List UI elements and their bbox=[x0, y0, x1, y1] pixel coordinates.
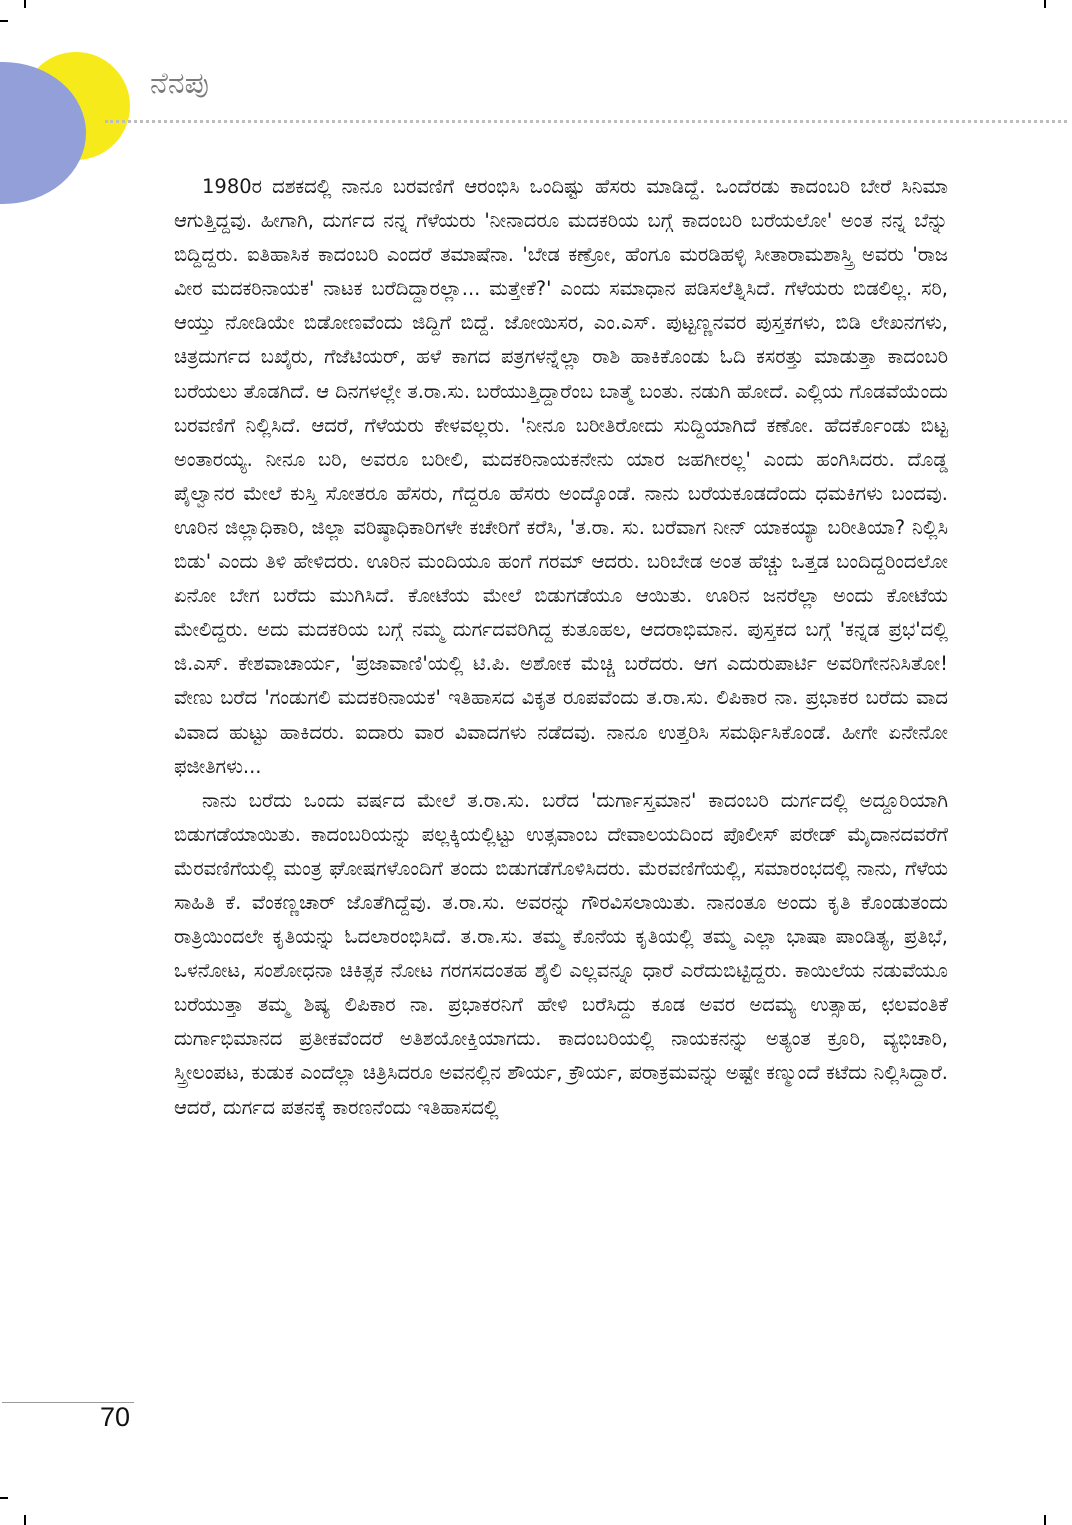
crop-mark-top-left bbox=[24, 0, 26, 8]
paragraph-1: 1980ರ ದಶಕದಲ್ಲಿ ನಾನೂ ಬರವಣಿಗೆ ಆರಂಭಿಸಿ ಒಂದಿಷ್ಟು ಹೆಸರು ಮಾಡಿದ್ದೆ. ಒಂದೆರಡು ಕಾದಂಬರಿ ಬೇರೆ ಸಿನಿಮಾ ಆಗುತ್ತಿದ್ದವು. ಹೀಗಾಗಿ, ದುರ್ಗದ ನನ್ನ ಗೆಳೆಯರು 'ನೀನಾದರೂ ಮದಕರಿಯ ಬಗ್ಗೆ ಕಾದಂಬರಿ ಬರೆಯಲೋ' ಅಂತ ನನ್ನ ಬೆನ್ನು ಬಿದ್ದಿದ್ದರು. ಐತಿಹಾಸಿಕ ಕಾದಂಬರಿ ಎಂದರೆ ತಮಾಷೆನಾ. 'ಬೇಡ ಕಣ್ರೋ, ಹೆಂಗೂ ಮರಡಿಹಳ್ಳಿ ಸೀತಾರಾಮಶಾಸ್ತ್ರಿ ಅವರು 'ರಾಜ ವೀರ ಮದಕರಿನಾಯಕ' ನಾಟಕ ಬರೆದಿದ್ದಾರಲ್ಲಾ... ಮತ್ತೇಕೆ?' ಎಂದು ಸಮಾಧಾನ ಪಡಿಸಲೆತ್ನಿಸಿದೆ. ಗೆಳೆಯರು ಬಿಡಲಿಲ್ಲ. ಸರಿ, ಆಯ್ತು ನೋಡಿಯೇ ಬಿಡೋಣವೆಂದು ಜಿದ್ದಿಗೆ ಬಿದ್ದೆ. ಜೋಯಿಸರ, ಎಂ.ಎಸ್. ಪುಟ್ಟಣ್ಣನವರ ಪುಸ್ತಕಗಳು, ಬಿಡಿ ಲೇಖನಗಳು, ಚಿತ್ರದುರ್ಗದ ಬಖೈರು, ಗೆಜೆಟಿಯರ್, ಹಳೆ ಕಾಗದ ಪತ್ರಗಳನ್ನೆಲ್ಲಾ ರಾಶಿ ಹಾಕಿಕೊಂಡು ಓದಿ ಕಸರತ್ತು ಮಾಡುತ್ತಾ ಕಾದಂಬರಿ ಬರೆಯಲು ತೊಡಗಿದೆ. ಆ ದಿನಗಳಲ್ಲೇ ತ.ರಾ.ಸು. ಬರೆಯುತ್ತಿದ್ದಾರೆಂಬ ಬಾತ್ಮೆ ಬಂತು. ನಡುಗಿ ಹೋದೆ. ಎಲ್ಲಿಯ ಗೊಡವೆಯೆಂದು ಬರವಣಿಗೆ ನಿಲ್ಲಿಸಿದೆ. ಆದರೆ, ಗೆಳೆಯರು ಕೇಳವಲ್ಲರು. 'ನೀನೂ ಬರೀತಿರೋದು ಸುದ್ದಿಯಾಗಿದೆ ಕಣೋ. ಹೆದರ್ಕೊಂಡು ಬಿಟ್ಟ ಅಂತಾರಯ್ಯ. ನೀನೂ ಬರಿ, ಅವರೂ ಬರೀಲಿ, ಮದಕರಿನಾಯಕನೇನು ಯಾರ ಜಹಗೀರಲ್ಲ' ಎಂದು ಹಂಗಿಸಿದರು. ದೊಡ್ಡ ಪೈಲ್ವಾನರ ಮೇಲೆ ಕುಸ್ತಿ ಸೋತರೂ ಹೆಸರು, ಗೆದ್ದರೂ ಹೆಸರು ಅಂದ್ಕೊಂಡೆ. ನಾನು ಬರೆಯಕೂಡದೆಂದು ಧಮಕಿಗಳು ಬಂದವು. ಊರಿನ ಜಿಲ್ಲಾಧಿಕಾರಿ, ಜಿಲ್ಲಾ ವರಿಷ್ಠಾಧಿಕಾರಿಗಳೇ ಕಚೇರಿಗೆ ಕರೆಸಿ, 'ತ.ರಾ. ಸು. ಬರೆವಾಗ ನೀನ್ ಯಾಕಯ್ಯಾ ಬರೀತಿಯಾ? ನಿಲ್ಲಿಸಿ ಬಿಡು' ಎಂದು ತಿಳಿ ಹೇಳಿದರು. ಊರಿನ ಮಂದಿಯೂ ಹಂಗೆ ಗರಮ್ ಆದರು. ಬರಿಬೇಡ ಅಂತ ಹೆಚ್ಚು ಒತ್ತಡ ಬಂದಿದ್ದರಿಂದಲೋ ಏನೋ ಬೇಗ ಬರೆದು ಮುಗಿಸಿದೆ. ಕೋಟೆಯ ಮೇಲೆ ಬಿಡುಗಡೆಯೂ ಆಯಿತು. ಊರಿನ ಜನರೆಲ್ಲಾ ಅಂದು ಕೋಟೆಯ ಮೇಲಿದ್ದರು. ಅದು ಮದಕರಿಯ ಬಗ್ಗೆ ನಮ್ಮ ದುರ್ಗದವರಿಗಿದ್ದ ಕುತೂಹಲ, ಆದರಾಭಿಮಾನ. ಪುಸ್ತಕದ ಬಗ್ಗೆ 'ಕನ್ನಡ ಪ್ರಭ'ದಲ್ಲಿ ಜಿ.ಎಸ್. ಕೇಶವಾಚಾರ್ಯ, 'ಪ್ರಜಾವಾಣಿ'ಯಲ್ಲಿ ಟಿ.ಪಿ. ಅಶೋಕ ಮೆಚ್ಚಿ ಬರೆದರು. ಆಗ ಎದುರುಪಾರ್ಟಿ ಅವರಿಗೇನನಿಸಿತೋ! ವೇಣು ಬರೆದ 'ಗಂಡುಗಲಿ ಮದಕರಿನಾಯಕ' ಇತಿಹಾಸದ ವಿಕೃತ ರೂಪವೆಂದು ತ.ರಾ.ಸು. ಲಿಪಿಕಾರ ನಾ. ಪ್ರಭಾಕರ ಬರೆದು ವಾದ ವಿವಾದ ಹುಟ್ಟು ಹಾಕಿದರು. ಐದಾರು ವಾರ ವಿವಾದಗಳು ನಡೆದವು. ನಾನೂ ಉತ್ತರಿಸಿ ಸಮರ್ಥಿಸಿಕೊಂಡೆ. ಹೀಗೇ ಏನೇನೋ ಫಜೀತಿಗಳು... bbox=[174, 175, 949, 778]
header-dotted-rule bbox=[105, 120, 1067, 123]
crop-mark-bottom-left-foot bbox=[24, 1515, 26, 1525]
crop-mark-bottom-right bbox=[1044, 1515, 1046, 1525]
running-header-title: ನೆನಪು bbox=[150, 66, 209, 101]
crop-mark-top-right bbox=[1044, 0, 1046, 8]
page-number: 70 bbox=[100, 1402, 131, 1432]
body-text bbox=[174, 170, 948, 1125]
paragraph-2: ನಾನು ಬರೆದು ಒಂದು ವರ್ಷದ ಮೇಲೆ ತ.ರಾ.ಸು. ಬರೆದ 'ದುರ್ಗಾಸ್ತಮಾನ' ಕಾದಂಬರಿ ದುರ್ಗದಲ್ಲಿ ಅದ್ದೂರಿಯಾಗಿ ಬಿಡುಗಡೆಯಾಯಿತು. ಕಾದಂಬರಿಯನ್ನು ಪಲ್ಲಕ್ಕಿಯಲ್ಲಿಟ್ಟು ಉತ್ಸವಾಂಬ ದೇವಾಲಯದಿಂದ ಪೊಲೀಸ್ ಪರೇಡ್ ಮೈದಾನದವರೆಗೆ ಮೆರವಣಿಗೆಯಲ್ಲಿ ಮಂತ್ರ ಘೋಷಗಳೊಂದಿಗೆ ತಂದು ಬಿಡುಗಡೆಗೊಳಿಸಿದರು. ಮೆರವಣಿಗೆಯಲ್ಲಿ, ಸಮಾರಂಭದಲ್ಲಿ ನಾನು, ಗೆಳೆಯ ಸಾಹಿತಿ ಕೆ. ವೆಂಕಣ್ಣಚಾರ್ ಜೊತೆಗಿದ್ದೆವು. ತ.ರಾ.ಸು. ಅವರನ್ನು ಗೌರವಿಸಲಾಯಿತು. ನಾನಂತೂ ಅಂದು ಕೃತಿ ಕೊಂಡುತಂದು ರಾತ್ರಿಯಿಂದಲೇ ಕೃತಿಯನ್ನು ಓದಲಾರಂಭಿಸಿದೆ. ತ.ರಾ.ಸು. ತಮ್ಮ ಕೊನೆಯ ಕೃತಿಯಲ್ಲಿ ತಮ್ಮ ಎಲ್ಲಾ ಭಾಷಾ ಪಾಂಡಿತ್ಯ, ಪ್ರತಿಭೆ, ಒಳನೋಟ, ಸಂಶೋಧನಾ ಚಿಕಿತ್ಸಕ ನೋಟ ಗರಗಸದಂತಹ ಶೈಲಿ ಎಲ್ಲವನ್ನೂ ಧಾರೆ ಎರೆದುಬಿಟ್ಟಿದ್ದರು. ಕಾಯಿಲೆಯ ನಡುವೆಯೂ ಬರೆಯುತ್ತಾ ತಮ್ಮ ಶಿಷ್ಯ ಲಿಪಿಕಾರ ನಾ. ಪ್ರಭಾಕರನಿಗೆ ಹೇಳಿ ಬರೆಸಿದ್ದು ಕೂಡ ಅವರ ಅದಮ್ಯ ಉತ್ಸಾಹ, ಛಲವಂತಿಕೆ ದುರ್ಗಾಭಿಮಾನದ ಪ್ರತೀಕವೆಂದರೆ ಅತಿಶಯೋಕ್ತಿಯಾಗದು. ಕಾದಂಬರಿಯಲ್ಲಿ ನಾಯಕನನ್ನು ಅತ್ಯಂತ ಕ್ರೂರಿ, ವ್ಯಭಿಚಾರಿ, ಸ್ತ್ರೀಲಂಪಟ, ಕುಡುಕ ಎಂದೆಲ್ಲಾ ಚಿತ್ರಿಸಿದರೂ ಅವನಲ್ಲಿನ ಶೌರ್ಯ, ಕ್ರೌರ್ಯ, ಪರಾಕ್ರಮವನ್ನು ಅಷ್ಟೇ ಕಣ್ಮುಂದೆ ಕಟೆದು ನಿಲ್ಲಿಸಿದ್ದಾರೆ. ಆದರೆ, ದುರ್ಗದ ಪತನಕ್ಕೆ ಕಾರಣನೆಂದು ಇತಿಹಾಸದಲ್ಲಿ bbox=[174, 788, 948, 1119]
crop-mark-top-left-side bbox=[0, 20, 8, 22]
crop-mark-bottom-left bbox=[0, 1497, 8, 1499]
